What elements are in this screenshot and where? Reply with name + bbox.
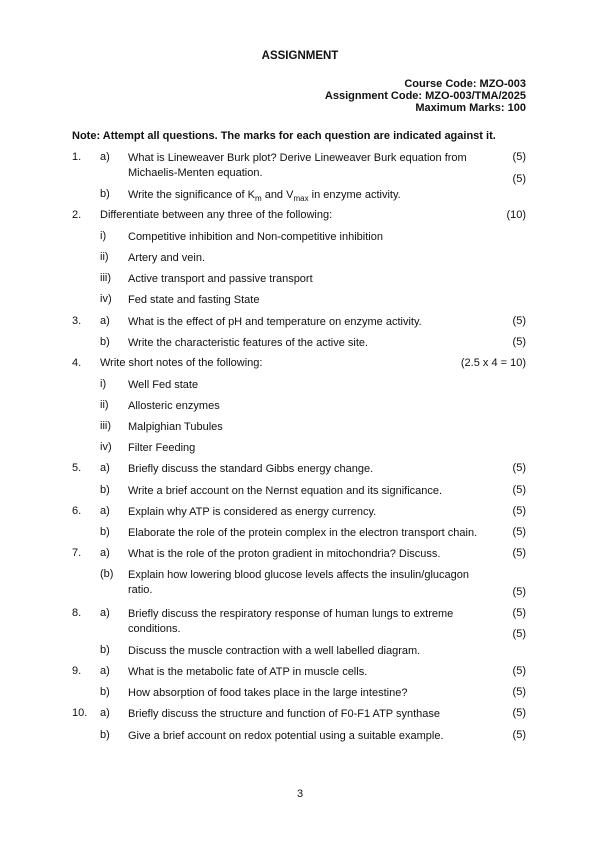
item-label: ii) [100, 251, 109, 263]
page-number: 3 [296, 788, 304, 800]
part-label: a) [100, 505, 110, 517]
question-text: What is the effect of pH and temperature on enzyme activity. [128, 316, 422, 328]
part-label: a) [100, 547, 110, 559]
question-number: 5. [72, 462, 82, 474]
question-text: conditions. [128, 623, 181, 635]
item-text: Active transport and passive transport [128, 273, 313, 285]
page-title: ASSIGNMENT [261, 50, 339, 62]
part-label: a) [100, 315, 110, 327]
item-label: iv) [100, 293, 112, 305]
marks: (10) [506, 209, 526, 221]
marks: (5) [512, 526, 526, 538]
question-text: Write the characteristic features of the active site. [128, 337, 369, 349]
marks: (5) [512, 505, 526, 517]
question-number: 6. [72, 505, 82, 517]
marks: (5) [512, 628, 526, 640]
part-label: a) [100, 665, 110, 677]
part-label: b) [100, 188, 110, 200]
part-label: a) [100, 462, 110, 474]
question-text: Elaborate the role of the protein complex in the electron transport chain. [128, 527, 478, 539]
question-text: Discuss the muscle contraction with a well labelled diagram. [128, 645, 421, 657]
item-label: ii) [100, 399, 109, 411]
instruction-note: Note: Attempt all questions. The marks for each question are indicated against it. [72, 130, 496, 142]
question-text: How absorption of food takes place in the large intestine? [128, 687, 408, 699]
marks: (5) [512, 547, 526, 559]
item-text: Filter Feeding [128, 442, 196, 454]
item-text: Fed state and fasting State [128, 294, 260, 306]
item-text: Allosteric enzymes [128, 400, 220, 412]
item-label: iii) [100, 272, 111, 284]
question-number: 4. [72, 357, 82, 369]
marks: (5) [512, 462, 526, 474]
question-text: Give a brief account on redox potential using a suitable example. [128, 730, 444, 742]
part-label: a) [100, 707, 110, 719]
question-text: Explain why ATP is considered as energy currency. [128, 506, 377, 518]
question-text: Michaelis-Menten equation. [128, 167, 263, 179]
assignment-code: Assignment Code: MZO-003/TMA/2025 [324, 90, 526, 102]
part-label: b) [100, 484, 110, 496]
item-label: iii) [100, 420, 111, 432]
item-label: i) [100, 230, 107, 242]
question-text: What is Lineweaver Burk plot? Derive Lineweaver Burk equation from [128, 152, 467, 164]
item-label: i) [100, 378, 107, 390]
marks: (5) [512, 336, 526, 348]
marks: (5) [512, 586, 526, 598]
marks: (5) [512, 315, 526, 327]
part-label: b) [100, 644, 110, 656]
part-label: b) [100, 526, 110, 538]
question-number: 10. [72, 707, 88, 719]
marks: (5) [512, 607, 526, 619]
question-text: Explain how lowering blood glucose levels affects the insulin/glucagon [128, 569, 470, 581]
question-number: 3. [72, 315, 82, 327]
question-text: Write short notes of the following: [100, 357, 263, 369]
question-number: 8. [72, 607, 82, 619]
marks: (5) [512, 729, 526, 741]
part-label: b) [100, 686, 110, 698]
question-text: What is the role of the proton gradient in mitochondria? Discuss. [128, 548, 441, 560]
item-text: Artery and vein. [128, 252, 206, 264]
part-label: a) [100, 151, 110, 163]
question-number: 1. [72, 151, 82, 163]
marks: (5) [512, 173, 526, 185]
part-label: (b) [100, 568, 114, 580]
item-text: Competitive inhibition and Non-competitive inhibition [128, 231, 383, 243]
course-code: Course Code: MZO-003 [404, 78, 526, 90]
question-text: Differentiate between any three of the following: [100, 209, 333, 221]
marks: (5) [512, 484, 526, 496]
item-text: Malpighian Tubules [128, 421, 223, 433]
item-label: iv) [100, 441, 112, 453]
question-text: ratio. [128, 584, 153, 596]
question-text: Briefly discuss the respiratory response of human lungs to extreme [128, 608, 454, 620]
part-label: b) [100, 336, 110, 348]
question-text: Briefly discuss the standard Gibbs energy change. [128, 463, 374, 475]
part-label: b) [100, 729, 110, 741]
maximum-marks: Maximum Marks: 100 [415, 102, 526, 114]
question-number: 2. [72, 209, 82, 221]
marks: (5) [512, 665, 526, 677]
question-number: 9. [72, 665, 82, 677]
question-number: 7. [72, 547, 82, 559]
marks: (5) [512, 151, 526, 163]
question-text: What is the metabolic fate of ATP in muscle cells. [128, 666, 368, 678]
marks: (5) [512, 707, 526, 719]
question-text: Briefly discuss the structure and function of F0-F1 ATP synthase [128, 708, 441, 720]
marks: (2.5 x 4 = 10) [460, 357, 526, 369]
marks: (5) [512, 686, 526, 698]
item-text: Well Fed state [128, 379, 199, 391]
question-text: Write the significance of $K_m$ and $V_{max}$ in enzyme activity. [128, 189, 401, 204]
part-label: a) [100, 607, 110, 619]
question-text: Write a brief account on the Nernst equation and its significance. [128, 485, 443, 497]
